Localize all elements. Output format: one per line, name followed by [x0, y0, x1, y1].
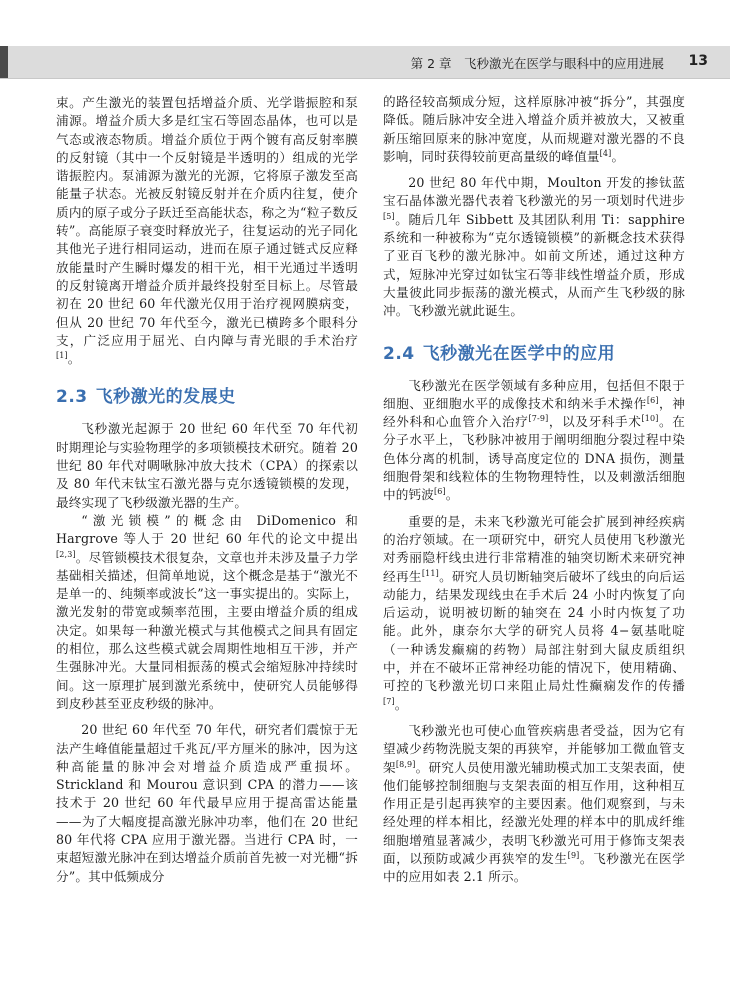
citation: [1]	[56, 350, 68, 360]
citation: [10]	[641, 413, 659, 423]
section-heading-2-4	[383, 339, 685, 364]
citation: [7-9]	[528, 413, 549, 423]
running-header	[0, 46, 730, 79]
section-number: 2.4	[383, 343, 415, 364]
section-title: 飞秒激光的发展史	[95, 387, 236, 408]
section-number: 2.3	[56, 387, 88, 408]
right-column	[383, 93, 685, 887]
citation: [8,9]	[395, 759, 416, 769]
citation: [6]	[646, 395, 659, 405]
chapter-title: 第 2 章 飞秒激光在医学与眼科中的应用进展	[410, 56, 664, 71]
citation: [2,3]	[56, 549, 76, 559]
paragraph: 飞秒激光起源于 20 世纪 60 年代至 70 年代初时期理论与实验物理学的多项锁模技术研究。随着 20 世纪 80 年代对啁啾脉冲放大技术（CPA）的探索以及 80 年代末钛宝石激光器与克尔透镜锁模的发现，最终实现了飞秒级激光器的生产。	[56, 421, 358, 510]
section-heading-2-3	[56, 382, 358, 407]
paragraph: 束。产生激光的装置包括增益介质、光学谐振腔和泵浦源。增益介质大多是红宝石等固态晶体，也可以是气态或液态物质。增益介质位于两个镀有高反射率膜的反射镜（其中一个反射镜是半透明的）组成的光学谐振腔内。泵浦源为激光的光源，它将原子激发至高能量子状态。光被反射镜反射并在介质内往复，使介质内的原子或分子跃迁至高能状态，称之为“粒子数反转”。高能原子衰变时释放光子，往复运动的光子同化其他光子进行相同运动，进而在原子通过链式反应释放能量时产生瞬时爆发的相干光，相干光通过半透明的反射镜离开增益介质并最终投射至目标上。尽管最初在 20 世纪 60 年代激光仅用于治疗视网膜病变，但从 20 世纪 70 年代至今，激光已横跨多个眼科分支，广泛应用于屈光、白内障与青光眼的手术治疗[1]。	[56, 95, 358, 367]
page-number: 13	[688, 53, 708, 69]
paragraph: 20 世纪 60 年代至 70 年代，研究者们震惊于无法产生峰值能量超过千兆瓦/平方厘米的脉冲，因为这种高能量的脉冲会对增益介质造成严重损坏。Strickland 和 Mourou 意识到 CPA 的潜力——该技术于 20 世纪 60 年代最早应用于提高雷达能量——为了大幅度提高激光脉冲功率，他们在 20 世纪 80 年代将 CPA 应用于激光器。当进行 CPA 时，一束超短激光脉冲在到达增益介质前首先被一对光栅“拆分”。其中低频成分	[56, 722, 358, 884]
citation: [7]	[383, 696, 395, 706]
citation: [11]	[421, 568, 439, 578]
paragraph: 飞秒激光也可使心血管疾病患者受益，因为它有望减少药物洗脱支架的再狭窄，并能够加工微血管支架[8,9]。研究人员使用激光辅助模式加工支架表面，使他们能够控制细胞与支架表面的相互作用，这种相互作用正是引起再狭窄的主要因素。他们观察到，与未经处理的样本相比，经激光处理的样本中的肌成纤维细胞增殖显著减少，表明飞秒激光可用于修饰支架表面，以预防或减少再狭窄的发生[9]。飞秒激光在医学中的应用如表 2.1 所示。	[383, 722, 686, 885]
citation: [9]	[567, 850, 580, 860]
paragraph: 重要的是，未来飞秒激光可能会扩展到神经疾病的治疗领域。在一项研究中，研究人员使用飞秒激光对秀丽隐杆线虫进行非常精准的轴突切断术来研究神经再生[11]。研究人员切断轴突后破坏了线虫的向后运动能力，结果发现线虫在手术后 24 小时内恢复了向后运动，说明被切断的轴突在 24 小时内恢复了功能。此外，康奈尔大学的研究人员将 4−氨基吡啶（一种诱发癫痫的药物）局部注射到大鼠皮质组织中，并在不破坏正常神经功能的情况下，使用精确、可控的飞秒激光切口来阻止局灶性癫痫发作的传播[7]。	[383, 513, 685, 712]
paragraph: “激光锁模”的概念由 DiDomenico 和 Hargrove 等人于 20 世纪 60 年代的论文中提出[2,3]。尽管锁模技术很复杂，文章也并未涉及量子力学基础相关描述，但简单地说，这个概念是基于“激光不是单一的、纯频率或波长”这一事实提出的。实际上，激光发射的带宽或频率范围，主要由增益介质的组成决定。如果每一种激光模式与其他模式之间具有固定的相位，那么这些模式就会周期性地相互干涉，并产生强脉冲光。大量同相振荡的模式会缩短脉冲持续时间。这一原理扩展到激光系统中，使研究人员能够得到皮秒甚至亚皮秒级的脉冲。	[56, 512, 358, 711]
paragraph: 20 世纪 80 年代中期，Moulton 开发的掺钛蓝宝石晶体激光器代表着飞秒激光的另一项划时代进步[5]。随后几年 Sibbett 及其团队利用 Ti：sapphire 系统和一种被称为“克尔透镜锁模”的新概念技术获得了亚百飞秒的激光脉冲。如前文所述，通过这种方式，短脉冲光穿过如钛宝石等非线性增益介质，形成大量彼此同步振荡的激光模式，从而产生飞秒级的脉冲。飞秒激光就此诞生。	[383, 175, 685, 319]
citation: [4]	[599, 148, 612, 158]
citation: [6]	[433, 487, 446, 497]
citation: [5]	[383, 211, 395, 221]
left-column	[56, 94, 358, 886]
section-title: 飞秒激光在医学中的应用	[422, 343, 616, 364]
paragraph: 飞秒激光在医学领域有多种应用，包括但不限于细胞、亚细胞水平的成像技术和纳米手术操作[6]，神经外科和心血管介入治疗[7-9]，以及牙科手术[10]。在分子水平上，飞秒脉冲被用于阐明细胞分裂过程中染色体分离的机制，诱导高度定位的 DNA 损伤，测量细胞骨架和线粒体的生物物理特性，以及刺激活细胞中的钙波[6]。	[383, 377, 685, 503]
paragraph: 的路径较高频成分短，这样原脉冲被“拆分”，其强度降低。随后脉冲安全进入增益介质并被放大，又被重新压缩回原来的脉冲宽度，从而规避对激光器的不良影响，同时获得较前更高量级的峰值量[4]。	[383, 94, 685, 164]
header-accent-bar	[0, 46, 8, 78]
